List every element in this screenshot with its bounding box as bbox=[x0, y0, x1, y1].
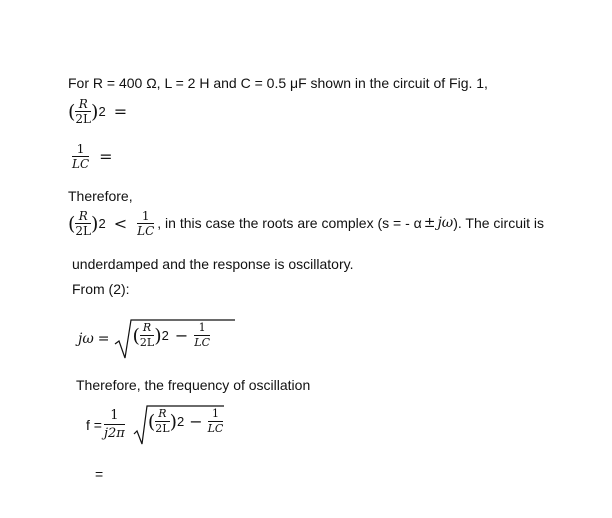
radicand bbox=[148, 408, 224, 435]
radicand bbox=[133, 322, 211, 349]
fraction-1-over-lc bbox=[194, 322, 210, 349]
fraction-r-over-2l bbox=[140, 322, 154, 349]
numerator-1: 1 bbox=[104, 410, 125, 425]
therefore-frequency-text: Therefore, the frequency of oscillation bbox=[76, 377, 311, 393]
equation-frequency bbox=[86, 404, 225, 446]
numerator-1: 1 bbox=[208, 408, 224, 422]
numerator-r: R bbox=[140, 322, 154, 336]
intro-text: For R = 400 Ω, L = 2 H and C = 0.5 μF shown in the circuit of Fig. 1, bbox=[68, 75, 488, 91]
underdamped-text: underdamped and the response is oscillatory. bbox=[72, 256, 354, 272]
numerator-r: R bbox=[75, 98, 91, 112]
left-paren: ( bbox=[68, 100, 76, 123]
numerator-r: R bbox=[75, 210, 91, 224]
denominator-2l: 2L bbox=[155, 422, 170, 435]
minus-sign: − bbox=[189, 412, 203, 431]
denominator-j2pi: j2π bbox=[103, 426, 125, 441]
f-equals: f = bbox=[86, 416, 102, 433]
numerator-r: R bbox=[155, 408, 169, 422]
right-paren: ) bbox=[169, 410, 177, 433]
inequality-line bbox=[68, 210, 544, 237]
minus-sign: − bbox=[174, 326, 189, 345]
exponent-2: 2 bbox=[98, 104, 106, 119]
left-paren: ( bbox=[147, 410, 156, 433]
roots-suffix-text: ). The circuit is bbox=[453, 215, 544, 231]
denominator-2l: 2L bbox=[75, 224, 92, 238]
roots-jw: jω bbox=[437, 215, 454, 231]
right-paren: ) bbox=[91, 100, 99, 123]
fraction-r-over-2l bbox=[75, 98, 91, 125]
equation-r-over-2l-squared bbox=[68, 98, 131, 125]
fraction-r-over-2l bbox=[155, 408, 169, 435]
roots-prefix-text: , in this case the roots are complex (s = - α bbox=[157, 215, 422, 231]
fraction-1-over-lc bbox=[137, 210, 154, 237]
numerator-1: 1 bbox=[137, 210, 154, 224]
right-paren: ) bbox=[91, 212, 99, 235]
right-paren: ) bbox=[154, 324, 162, 347]
equals-sign: = bbox=[97, 331, 110, 347]
numerator-1: 1 bbox=[72, 143, 89, 157]
equation-jw bbox=[78, 318, 236, 360]
fraction-1-over-j2pi bbox=[104, 410, 125, 440]
square-root bbox=[133, 404, 225, 446]
denominator-lc: LC bbox=[207, 422, 224, 435]
exponent-2: 2 bbox=[161, 328, 169, 343]
less-than-sign: < bbox=[113, 214, 128, 233]
exponent-2: 2 bbox=[176, 414, 185, 429]
fraction-r-over-2l bbox=[75, 210, 91, 237]
equals-sign: = bbox=[99, 147, 113, 166]
left-paren: ( bbox=[68, 212, 76, 235]
fraction-1-over-lc bbox=[72, 143, 89, 170]
fraction-1-over-lc bbox=[208, 408, 224, 435]
equation-1-over-lc bbox=[72, 143, 117, 170]
therefore-text: Therefore, bbox=[68, 188, 133, 204]
denominator-2l: 2L bbox=[139, 336, 155, 349]
denominator-lc: LC bbox=[137, 224, 155, 238]
numerator-1: 1 bbox=[194, 322, 210, 336]
left-paren: ( bbox=[132, 324, 140, 347]
final-equals-sign: = bbox=[95, 466, 104, 482]
square-root bbox=[114, 318, 236, 360]
from-2-text: From (2): bbox=[72, 281, 130, 297]
denominator-lc: LC bbox=[72, 157, 90, 171]
equals-sign: = bbox=[113, 102, 128, 121]
plus-minus-sign: ± bbox=[423, 215, 436, 231]
exponent-2: 2 bbox=[98, 216, 106, 231]
denominator-lc: LC bbox=[194, 336, 211, 349]
jw-symbol: jω bbox=[78, 331, 94, 347]
denominator-2l: 2L bbox=[75, 112, 92, 126]
